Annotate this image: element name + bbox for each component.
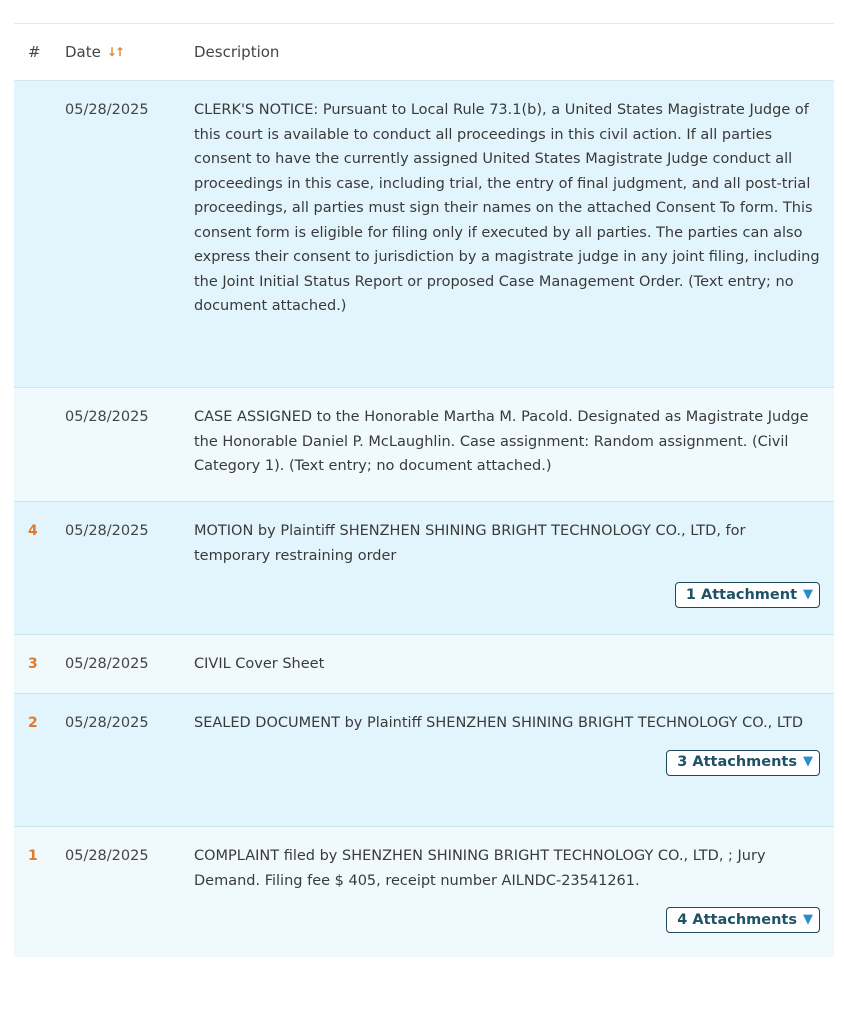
attachments-button[interactable] <box>666 907 820 933</box>
entry-number <box>14 98 52 319</box>
entry-description: COMPLAINT filed by SHENZHEN SHINING BRIGHT TECHNOLOGY CO., LTD, ; Jury Demand. Filing fee $ 405, receipt number AILNDC-23541261. <box>194 848 766 889</box>
sort-arrows-icon[interactable]: ↓↑ <box>106 45 123 59</box>
entry-date: 05/28/2025 <box>65 523 149 539</box>
table-row <box>14 502 834 635</box>
entry-number: 2 <box>28 715 38 731</box>
entry-description: MOTION by Plaintiff SHENZHEN SHINING BRIGHT TECHNOLOGY CO., LTD, for temporary restraining order <box>194 523 746 564</box>
header-date[interactable] <box>52 43 194 61</box>
header-number: # <box>28 43 41 61</box>
entry-description: CIVIL Cover Sheet <box>194 656 325 672</box>
caret-down-icon: ▼ <box>803 586 813 602</box>
attachments-button[interactable] <box>666 750 820 776</box>
table-header <box>14 23 834 81</box>
entry-description: CASE ASSIGNED to the Honorable Martha M. Pacold. Designated as Magistrate Judge the Honorable Daniel P. McLaughlin. Case assignment: Random assignment. (Civil Category 1). (Text entry; no document attached.) <box>194 409 809 474</box>
entry-number: 4 <box>28 523 38 539</box>
table-row <box>14 388 834 502</box>
caret-down-icon: ▼ <box>803 754 813 770</box>
attachments-label: 1 Attachment <box>685 586 797 603</box>
table-row <box>14 827 834 957</box>
entry-description: SEALED DOCUMENT by Plaintiff SHENZHEN SHINING BRIGHT TECHNOLOGY CO., LTD <box>194 715 803 731</box>
entry-number: 1 <box>28 848 38 864</box>
docket-table <box>14 23 834 957</box>
attachments-label: 3 Attachments <box>677 754 797 771</box>
attachments-label: 4 Attachments <box>677 911 797 928</box>
attachments-button[interactable] <box>675 582 820 608</box>
entry-date: 05/28/2025 <box>65 102 149 118</box>
table-row <box>14 635 834 694</box>
entry-date: 05/28/2025 <box>65 656 149 672</box>
header-date-label: Date <box>65 43 101 61</box>
entry-number: 3 <box>28 656 38 672</box>
table-row <box>14 694 834 827</box>
entry-date: 05/28/2025 <box>65 715 149 731</box>
caret-down-icon: ▼ <box>803 911 813 927</box>
entry-date: 05/28/2025 <box>65 848 149 864</box>
entry-date: 05/28/2025 <box>65 409 149 425</box>
entry-number <box>14 405 52 479</box>
table-row <box>14 81 834 388</box>
header-description: Description <box>194 43 280 61</box>
entry-description: CLERK'S NOTICE: Pursuant to Local Rule 73.1(b), a United States Magistrate Judge of this court is available to conduct all proceedings in this civil action. If all parties consent to have the currently assigned United States Magistrate Judge conduct all proceedings in this case, including trial, the entry of final judgment, and all post-trial proceedings, all parties must sign their names on the attached Consent To form. This consent form is eligible for filing only if executed by all parties. The parties can also express their consent to jurisdiction by a magistrate judge in any joint filing, including the Joint Initial Status Report or proposed Case Management Order. (Text entry; no document attached.) <box>194 102 820 314</box>
